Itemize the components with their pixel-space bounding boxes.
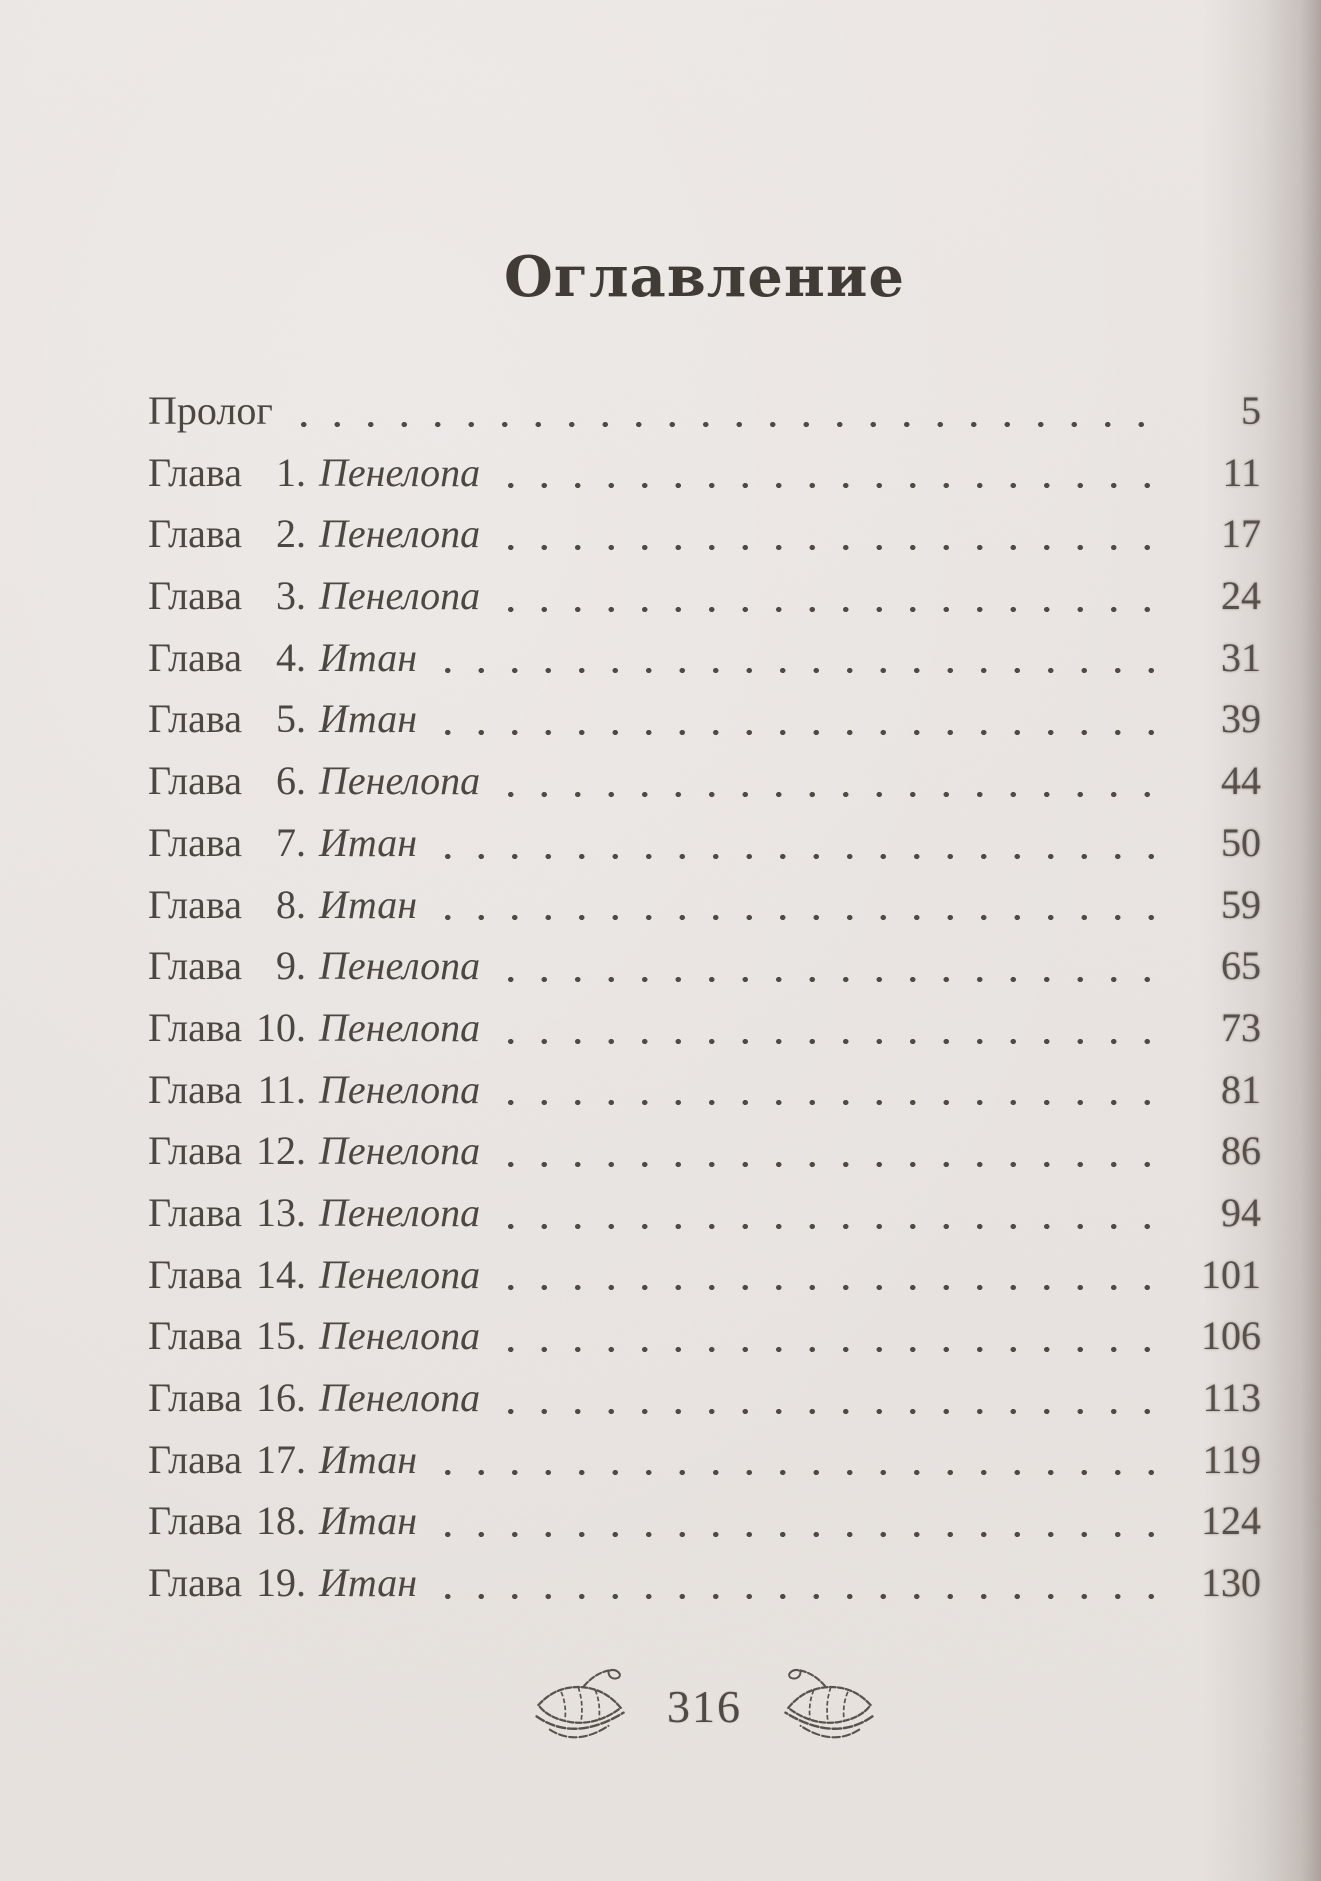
page-footer (148, 1658, 1261, 1754)
dot-leader (480, 997, 1169, 1059)
toc-entry (148, 1367, 1261, 1429)
chapter-number: 13. (255, 1189, 306, 1235)
chapter-number: 19. (255, 1560, 306, 1606)
page-number: 106 (1201, 1313, 1261, 1359)
chapter-number: 7. (275, 819, 306, 865)
chapter-name: Итан (318, 819, 418, 865)
chapter-label: Глава (148, 1375, 242, 1420)
chapter-name: Итан (318, 1498, 418, 1544)
page-number: 59 (1221, 881, 1261, 927)
chapter-label: Глава (148, 943, 242, 989)
page-number: 17 (1221, 511, 1261, 557)
leaf-ornament-right-icon (776, 1666, 880, 1746)
chapter-label: Глава (148, 881, 242, 927)
chapter-name: Пенелопа (318, 449, 481, 495)
chapter-name: Итан (318, 634, 418, 680)
toc-entry (148, 503, 1261, 565)
page-title: Оглавление (503, 244, 906, 310)
page-number: 86 (1221, 1128, 1261, 1174)
page-number: 113 (1202, 1375, 1261, 1420)
page-number: 73 (1221, 1004, 1261, 1050)
page-number: 130 (1201, 1560, 1261, 1606)
chapter-number: 12. (255, 1128, 306, 1174)
dot-leader (417, 1490, 1169, 1552)
chapter-label: Глава (148, 1313, 242, 1359)
chapter-name: Пенелопа (318, 573, 481, 619)
toc-entry (148, 1120, 1261, 1182)
toc-entry (148, 812, 1261, 874)
chapter-number: 15. (255, 1313, 306, 1359)
page-number: 44 (1221, 758, 1261, 804)
chapter-label: Глава (148, 511, 242, 557)
page-number: 24 (1221, 573, 1261, 619)
toc-entry (148, 1059, 1261, 1121)
chapter-number: 4. (275, 634, 306, 680)
toc-entry (148, 874, 1261, 936)
toc-entry (148, 1429, 1261, 1491)
dot-leader (480, 1059, 1169, 1121)
dot-leader (273, 380, 1169, 442)
chapter-number: 9. (275, 943, 306, 989)
dot-leader (480, 750, 1169, 812)
chapter-name: Пенелопа (318, 1251, 481, 1297)
dot-leader (480, 1244, 1169, 1306)
toc-entry (148, 1182, 1261, 1244)
chapter-number: 17. (255, 1436, 306, 1482)
toc-entry (148, 1490, 1261, 1552)
page-number: 11 (1222, 449, 1261, 495)
dot-leader (480, 1367, 1169, 1429)
toc-entry (148, 935, 1261, 997)
chapter-label: Глава (148, 573, 242, 619)
chapter-name: Итан (318, 881, 418, 927)
chapter-label: Глава (148, 1498, 242, 1544)
chapter-label: Глава (148, 1251, 242, 1297)
chapter-number: 2. (275, 511, 306, 557)
dot-leader (480, 503, 1169, 565)
dot-leader (417, 1429, 1169, 1491)
chapter-name: Итан (318, 1560, 418, 1606)
dot-leader (417, 874, 1169, 936)
chapter-number: 8. (275, 881, 306, 927)
page-number: 94 (1221, 1189, 1261, 1235)
page-number: 101 (1201, 1251, 1261, 1297)
chapter-label: Глава (148, 1066, 242, 1112)
chapter-number: 6. (275, 758, 306, 804)
chapter-label: Глава (148, 1189, 242, 1235)
toc-entry (148, 1244, 1261, 1306)
toc-entry (148, 565, 1261, 627)
book-page-number: 316 (667, 1680, 742, 1732)
chapter-name: Пенелопа (318, 1313, 481, 1359)
dot-leader (417, 688, 1169, 750)
toc-entry (148, 997, 1261, 1059)
page-number: 31 (1221, 634, 1261, 680)
dot-leader (480, 565, 1169, 627)
toc-entry (148, 627, 1261, 689)
dot-leader (480, 442, 1169, 504)
dot-leader (480, 1182, 1169, 1244)
page-number: 65 (1221, 943, 1261, 989)
chapter-label: Глава (148, 696, 242, 742)
chapter-name: Итан (318, 1436, 418, 1482)
leaf-ornament-left-icon (529, 1666, 633, 1746)
chapter-label: Глава (148, 1560, 242, 1606)
page-number: 5 (1241, 388, 1261, 433)
chapter-label: Глава (148, 1128, 242, 1174)
chapter-number: 10. (255, 1004, 306, 1050)
chapter-number: 14. (255, 1251, 306, 1297)
chapter-name: Пенелопа (318, 511, 481, 557)
chapter-name: Пенелопа (318, 1066, 481, 1112)
toc-entry (148, 380, 1261, 442)
toc-entry (148, 442, 1261, 504)
chapter-name: Пенелопа (318, 1375, 481, 1420)
chapter-name: Пенелопа (318, 1004, 481, 1050)
chapter-name: Пенелопа (318, 1189, 481, 1235)
chapter-number: 1. (275, 449, 306, 495)
toc-list (148, 380, 1261, 1614)
dot-leader (480, 1120, 1169, 1182)
toc-entry (148, 1552, 1261, 1614)
chapter-number: 11. (257, 1066, 306, 1112)
chapter-name: Пенелопа (318, 943, 481, 989)
dot-leader (480, 1305, 1169, 1367)
chapter-name: Пенелопа (318, 758, 481, 804)
chapter-label: Глава (148, 1004, 242, 1050)
chapter-name: Итан (318, 696, 418, 742)
chapter-label: Глава (148, 634, 242, 680)
chapter-name: Пенелопа (318, 1128, 481, 1174)
chapter-label: Глава (148, 1436, 242, 1482)
chapter-label: Пролог (148, 388, 273, 433)
dot-leader (417, 627, 1169, 689)
toc-entry (148, 1305, 1261, 1367)
chapter-number: 18. (255, 1498, 306, 1544)
dot-leader (417, 812, 1169, 874)
page-number: 39 (1221, 696, 1261, 742)
chapter-number: 3. (275, 573, 306, 619)
page-number: 124 (1201, 1498, 1261, 1544)
chapter-label: Глава (148, 758, 242, 804)
dot-leader (480, 935, 1169, 997)
page-number: 119 (1202, 1436, 1261, 1482)
chapter-label: Глава (148, 449, 242, 495)
chapter-number: 5. (275, 696, 306, 742)
toc-entry (148, 750, 1261, 812)
dot-leader (417, 1552, 1169, 1614)
chapter-number: 16. (255, 1375, 306, 1420)
chapter-label: Глава (148, 819, 242, 865)
toc-entry (148, 688, 1261, 750)
page-number: 81 (1221, 1066, 1261, 1112)
page-number: 50 (1221, 819, 1261, 865)
